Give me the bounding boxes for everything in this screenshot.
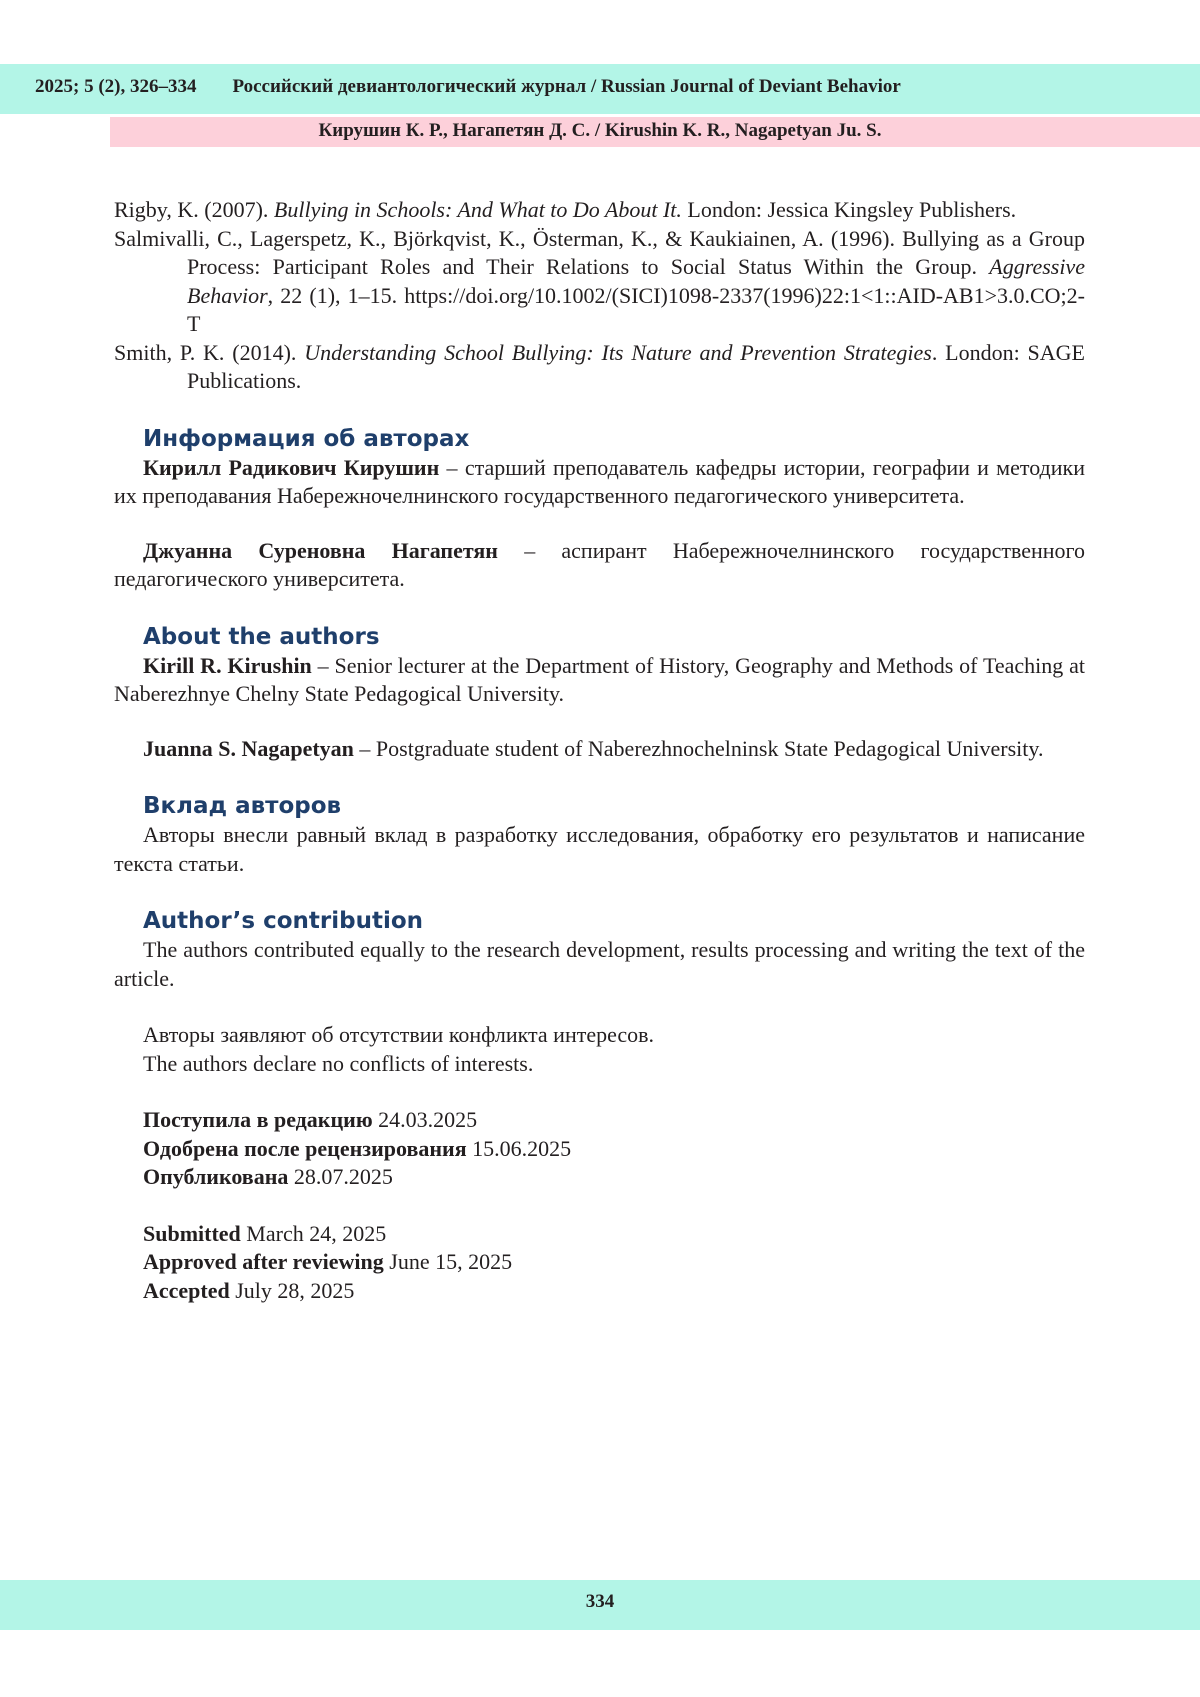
author-bio-text: – Senior lecturer at the Department of History, Geography and Methods of Teaching at Naberezhnye Chelny State Pedagogical University. <box>114 652 1085 706</box>
contribution-text-en: The authors contributed equally to the research development, results processing and writing the text of the article. <box>114 937 1085 991</box>
reference-item <box>114 225 1085 339</box>
author-bio-en <box>114 735 1085 764</box>
date-value: 28.07.2025 <box>288 1164 393 1189</box>
date-label: Accepted <box>143 1277 230 1303</box>
authors-info-heading-en: About the authors <box>143 623 380 650</box>
date-value: 24.03.2025 <box>372 1107 478 1132</box>
reference-list <box>114 196 1085 396</box>
date-row <box>143 1163 1085 1192</box>
conflict-statement-en: The authors declare no conflicts of interests. <box>143 1050 534 1076</box>
date-value: March 24, 2025 <box>240 1220 387 1246</box>
date-label: Одобрена после рецензирования <box>143 1135 467 1161</box>
reference-item <box>114 339 1085 396</box>
contribution-text-ru: Авторы внесли равный вклад в разработку исследования, обработку его результатов и написание текста статьи. <box>114 822 1085 876</box>
date-value: June 15, 2025 <box>383 1249 513 1274</box>
date-label: Submitted <box>143 1220 241 1246</box>
date-label: Approved after reviewing <box>143 1249 384 1274</box>
date-row <box>143 1220 1085 1249</box>
reference-item <box>114 196 1085 225</box>
authors-info-heading-ru: Информация об авторах <box>143 425 470 452</box>
author-name: Juanna S. Nagapetyan <box>143 735 354 761</box>
date-value: July 28, 2025 <box>229 1277 355 1303</box>
contribution-heading-en: Author’s contribution <box>143 908 424 934</box>
author-bio-ru <box>114 537 1085 594</box>
contribution-heading-ru: Вклад авторов <box>143 793 342 819</box>
author-name: Kirill R. Kirushin <box>143 652 312 678</box>
reference-text: Salmivalli, C., Lagerspetz, K., Björkqvist, K., Österman, K., & Kaukiainen, A. (1996). Bullying as a Group Process: Participant Roles and Their Relations to Social Status Within the Group. <box>114 225 1085 279</box>
date-row <box>143 1277 1085 1306</box>
author-bio-text: – старший преподаватель кафедры истории, географии и методики их преподавания Набережночелнинского государственного педагогического университета. <box>114 454 1085 508</box>
date-label: Поступила в редакцию <box>143 1107 373 1132</box>
author-bio-en <box>114 652 1085 709</box>
page-content <box>114 196 1085 1305</box>
conflict-statement-ru: Авторы заявляют об отсутствии конфликта интересов. <box>143 1022 655 1047</box>
dates-ru <box>114 1106 1085 1192</box>
page-number: 334 <box>585 1591 615 1612</box>
author-name: Кирилл Радикович Кирушин <box>143 454 440 480</box>
reference-title: Bullying in Schools: And What to Do About It. <box>273 197 682 222</box>
reference-text: London: Jessica Kingsley Publishers. <box>681 197 1017 222</box>
author-bio-text: – Postgraduate student of Naberezhnochelninsk State Pedagogical University. <box>353 735 1044 761</box>
reference-text: . London: SAGE Publications. <box>187 339 1085 393</box>
reference-text: Smith, P. K. (2014). <box>114 339 305 365</box>
reference-text: Rigby, K. (2007). <box>114 197 274 222</box>
dates-en <box>114 1220 1085 1306</box>
author-bio-text: – аспирант Набережночелнинского государственного педагогического университета. <box>114 537 1085 591</box>
journal-title: Российский девиантологический журнал / Russian Journal of Deviant Behavior <box>232 76 901 97</box>
date-label: Опубликована <box>143 1164 289 1189</box>
journal-volume: 2025; 5 (2), 326–334 <box>35 76 197 97</box>
running-authors: Кирушин К. Р., Нагапетян Д. С. / Kirushin K. R., Nagapetyan Ju. S. <box>318 120 882 141</box>
date-value: 15.06.2025 <box>466 1135 572 1161</box>
author-bio-ru <box>114 454 1085 511</box>
reference-title: Aggressive Behavior <box>187 254 1085 308</box>
author-name: Джуанна Суреновна Нагапетян <box>143 537 498 563</box>
reference-title: Understanding School Bullying: Its Nature and Prevention Strategies <box>304 339 932 365</box>
journal-header <box>35 76 901 98</box>
reference-text: , 22 (1), 1–15. https://doi.org/10.1002/(SICI)1098-2337(1996)22:1<1::AID-AB1>3.0.CO;2-T <box>187 282 1085 336</box>
date-row <box>143 1248 1085 1277</box>
date-row <box>143 1106 1085 1135</box>
date-row <box>143 1135 1085 1164</box>
